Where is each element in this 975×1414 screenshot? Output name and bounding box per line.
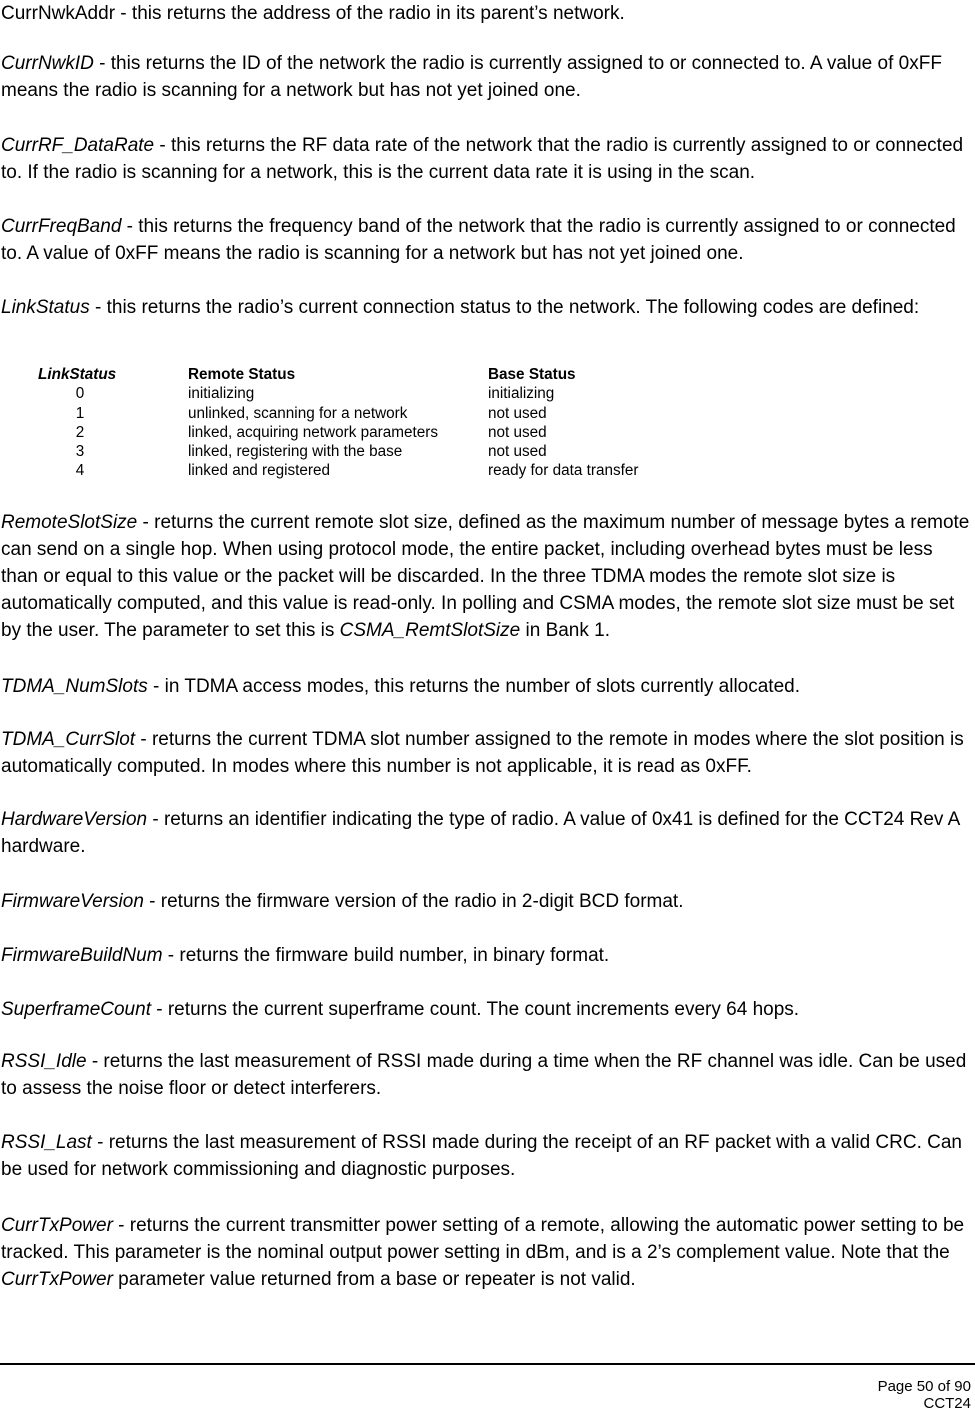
term-tdma-currslot: TDMA_CurrSlot — [1, 729, 136, 750]
paragraph-text: - returns the current transmitter power setting of a remote, allowing the automatic power setting to be tracked. This parameter is the nominal output power setting in dBm, and is a 2’s complement value. Note that the — [1, 1215, 965, 1263]
page-number: Page 50 of 90 — [877, 1378, 971, 1395]
term-currnwkaddr: CurrNwkAddr — [1, 3, 116, 24]
table-row — [0, 423, 975, 442]
paragraph-firmwareversion — [1, 888, 973, 915]
term-currrf-datarate: CurrRF_DataRate — [1, 135, 155, 156]
paragraph-currnwkid — [1, 50, 973, 104]
base-status: initializing — [488, 385, 555, 403]
base-status: not used — [488, 404, 547, 422]
paragraph-text: - in TDMA access modes, this returns the number of slots currently allocated. — [147, 676, 801, 697]
term-firmwarebuildnum: FirmwareBuildNum — [1, 945, 163, 966]
paragraph-text: - returns the current remote slot size, defined as the maximum number of message bytes a remote can send on a single hop. When using protocol mode, the entire packet, including overhead bytes must be less than or equal to this value or the packet will be discarded. In the three TDMA modes the remote slot size is automatically computed, and this value is read-only. In polling and CSMA modes, the remote slot size must be set by the user. The parameter to set this is — [1, 512, 970, 641]
paragraph-firmwarebuildnum — [1, 942, 973, 969]
remote-status: unlinked, scanning for a network — [188, 404, 408, 422]
term-linkstatus: LinkStatus — [1, 297, 90, 318]
paragraph-rssi-idle — [1, 1048, 973, 1102]
base-status: ready for data transfer — [488, 462, 639, 480]
param-currtxpower: CurrTxPower — [1, 1269, 113, 1290]
remote-status: linked and registered — [188, 462, 331, 480]
paragraph-superframecount — [1, 996, 973, 1023]
remote-status: linked, registering with the base — [188, 443, 403, 461]
header-linkstatus: LinkStatus — [38, 366, 117, 383]
paragraph-text: - this returns the address of the radio in its parent’s network. — [115, 3, 625, 24]
paragraph-hardwareversion — [1, 806, 973, 860]
header-base-status: Base Status — [488, 366, 576, 383]
paragraph-text: - this returns the frequency band of the network that the radio is currently assigned to or connected to. A value of 0xFF means the radio is scanning for a network but has not yet joined one. — [1, 216, 956, 264]
paragraph-tdma-currslot — [1, 726, 973, 780]
document-id: CCT24 — [923, 1395, 971, 1412]
table-row — [0, 404, 975, 423]
footer-divider — [0, 1363, 975, 1365]
status-code: 2 — [75, 423, 85, 441]
base-status: not used — [488, 443, 547, 461]
paragraph-text: - returns the current superframe count. The count increments every 64 hops. — [150, 999, 800, 1020]
paragraph-text: - returns the firmware version of the radio in 2-digit BCD format. — [143, 891, 684, 912]
paragraph-currrf-datarate — [1, 132, 973, 186]
paragraph-text-end: in Bank 1. — [520, 620, 610, 641]
status-code: 4 — [75, 462, 85, 480]
status-code: 0 — [75, 385, 85, 403]
paragraph-text: - this returns the ID of the network the radio is currently assigned to or connected to. A value of 0xFF means the radio is scanning for a network but has not yet joined one. — [1, 53, 942, 101]
status-code: 3 — [75, 443, 85, 461]
table-row — [0, 461, 975, 480]
paragraph-currfreqband — [1, 213, 973, 267]
paragraph-rssi-last — [1, 1129, 973, 1183]
term-firmwareversion: FirmwareVersion — [1, 891, 144, 912]
term-currtxpower: CurrTxPower — [1, 1215, 113, 1236]
param-csma-remtslotsize: CSMA_RemtSlotSize — [339, 620, 521, 641]
table-row — [0, 384, 975, 403]
paragraph-tdma-numslots — [1, 673, 973, 700]
table-row — [0, 442, 975, 461]
table-header-row — [0, 365, 975, 384]
term-rssi-idle: RSSI_Idle — [1, 1051, 87, 1072]
paragraph-text: - returns the last measurement of RSSI made during a time when the RF channel was idle. Can be used to assess the noise floor or detect interferers. — [1, 1051, 967, 1099]
paragraph-text: - returns an identifier indicating the type of radio. A value of 0x41 is defined for the CCT24 Rev A hardware. — [1, 809, 960, 857]
term-currnwkid: CurrNwkID — [1, 53, 94, 74]
term-hardwareversion: HardwareVersion — [1, 809, 148, 830]
paragraph-text: - returns the current TDMA slot number assigned to the remote in modes where the slot position is automatically computed. In modes where this number is not applicable, it is read as 0xFF. — [1, 729, 964, 777]
paragraph-currnwkaddr — [1, 0, 973, 27]
paragraph-text: - this returns the RF data rate of the network that the radio is currently assigned to or connected to. If the radio is scanning for a network, this is the current data rate it is using in the scan. — [1, 135, 964, 183]
paragraph-text: - this returns the radio’s current connection status to the network. The following codes are defined: — [89, 297, 920, 318]
page-footer — [878, 1378, 971, 1412]
paragraph-text: - returns the last measurement of RSSI made during the receipt of an RF packet with a valid CRC. Can be used for network commissioning and diagnostic purposes. — [1, 1132, 962, 1180]
header-remote-status: Remote Status — [188, 366, 296, 383]
paragraph-text: - returns the firmware build number, in binary format. — [162, 945, 610, 966]
paragraph-remoteslotsize — [1, 509, 973, 644]
term-currfreqband: CurrFreqBand — [1, 216, 122, 237]
term-remoteslotsize: RemoteSlotSize — [1, 512, 138, 533]
term-superframecount: SuperframeCount — [1, 999, 151, 1020]
term-tdma-numslots: TDMA_NumSlots — [1, 676, 148, 697]
paragraph-currtxpower — [1, 1212, 973, 1293]
base-status: not used — [488, 423, 547, 441]
status-code: 1 — [75, 404, 85, 422]
remote-status: initializing — [188, 385, 255, 403]
remote-status: linked, acquiring network parameters — [188, 423, 438, 441]
paragraph-linkstatus — [1, 294, 973, 321]
paragraph-text-end: parameter value returned from a base or repeater is not valid. — [112, 1269, 636, 1290]
term-rssi-last: RSSI_Last — [1, 1132, 92, 1153]
link-status-table — [0, 365, 975, 481]
